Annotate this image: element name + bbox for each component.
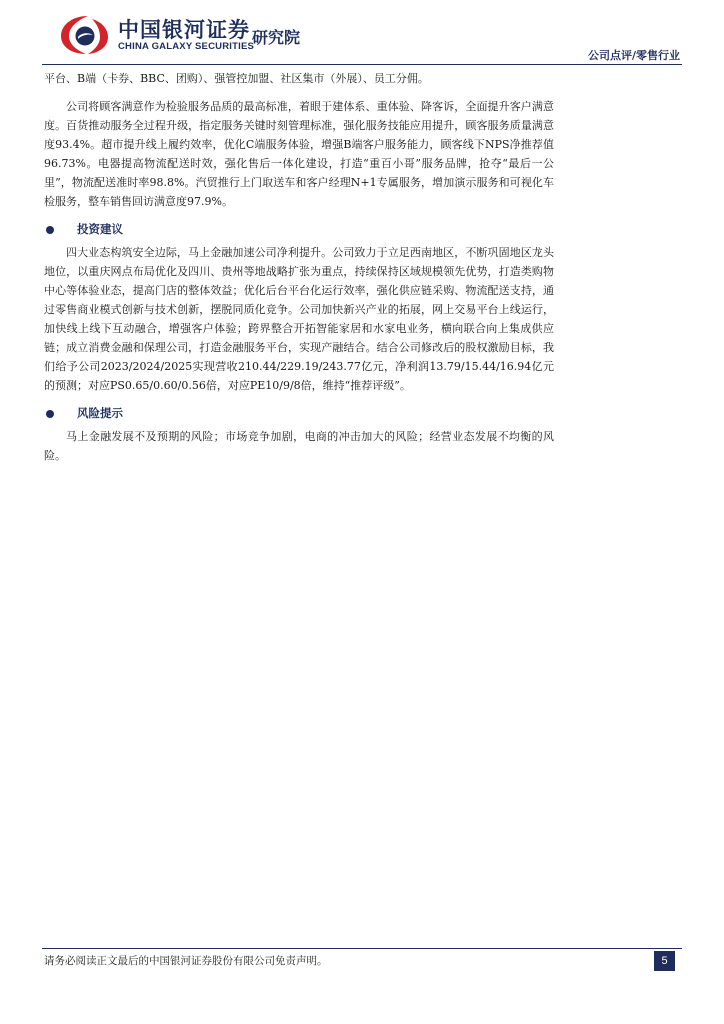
- bullet-icon: [46, 410, 54, 418]
- brand-name-cn: 中国银河证券: [118, 18, 250, 42]
- report-header: [0, 0, 724, 66]
- footer-disclaimer: 请务必阅读正文最后的中国银河证券股份有限公司免责声明。: [44, 955, 328, 967]
- galaxy-logo-icon: [58, 13, 110, 55]
- investment-advice-paragraph: 四大业态构筑安全边际，马上金融加速公司净利提升。公司致力于立足西南地区，不断巩固地区龙头地位，以重庆网点布局优化及四川、贵州等地战略扩张为重点，持续保持区域规模领先优势，打造类购物中心等体验业态，提高门店的整体效益；优化后台平台化运行效率，强化供应链采购、物流配送支持，通过零售商业模式创新与技术创新，摆脱同质化竞争。公司加快新兴产业的拓展，网上交易平台上线运行，加快线上线下互动融合，增强客户体验；跨界整合开拓智能家居和水家电业务，横向联合向上集成供应链；成立消费金融和保理公司，打造金融服务平台，实现产融结合。结合公司修改后的股权激励目标，我们给予公司2023/2024/2025实现营收210.44/229.19/243.77亿元，净利润13.79/15.44/16.94亿元的预测；对应PS0.65/0.60/0.56倍，对应PE10/9/8倍，维持“推荐评级”。: [44, 246, 554, 392]
- brand-name-en: CHINA GALAXY SECURITIES: [118, 41, 255, 52]
- section-title-risk: 风险提示: [77, 406, 123, 420]
- section-header-investment: [44, 220, 554, 240]
- risk-warning-paragraph: 马上金融发展不及预期的风险；市场竞争加剧，电商的冲击加大的风险；经营业态发展不均衡的风险。: [44, 430, 554, 462]
- body-paragraph-continued: 平台、B端（卡券、BBC、团购）、强管控加盟、社区集市（外展）、员工分佣。: [44, 72, 429, 85]
- bullet-icon: [46, 226, 54, 234]
- section-header-risk: [44, 404, 554, 424]
- footer-divider: [42, 948, 682, 949]
- header-divider: [42, 64, 682, 65]
- report-body: [44, 69, 554, 474]
- page-number-badge: 5: [654, 951, 675, 971]
- institute-label: 研究院: [252, 28, 301, 47]
- report-category-tag: 公司点评/零售行业: [587, 49, 680, 62]
- section-title-investment: 投资建议: [77, 222, 123, 236]
- body-paragraph-service: 公司将顾客满意作为检验服务品质的最高标准，着眼于建体系、重体验、降客诉，全面提升客户满意度。百货推动服务全过程升级，指定服务关键时刻管理标准，强化服务技能应用提升，顾客服务质量满意度93.4%。超市提升线上履约效率，优化C端服务体验，增强B端客户服务能力，顾客线下NPS净推荐值96.73%。电器提高物流配送时效，强化售后一体化建设，打造“重百小哥”服务品牌，抢夺“最后一公里”，物流配送准时率98.8%。汽贸推行上门取送车和客户经理N+1专属服务，增加演示服务和可视化车检服务，整车销售回访满意度97.9%。: [44, 100, 554, 208]
